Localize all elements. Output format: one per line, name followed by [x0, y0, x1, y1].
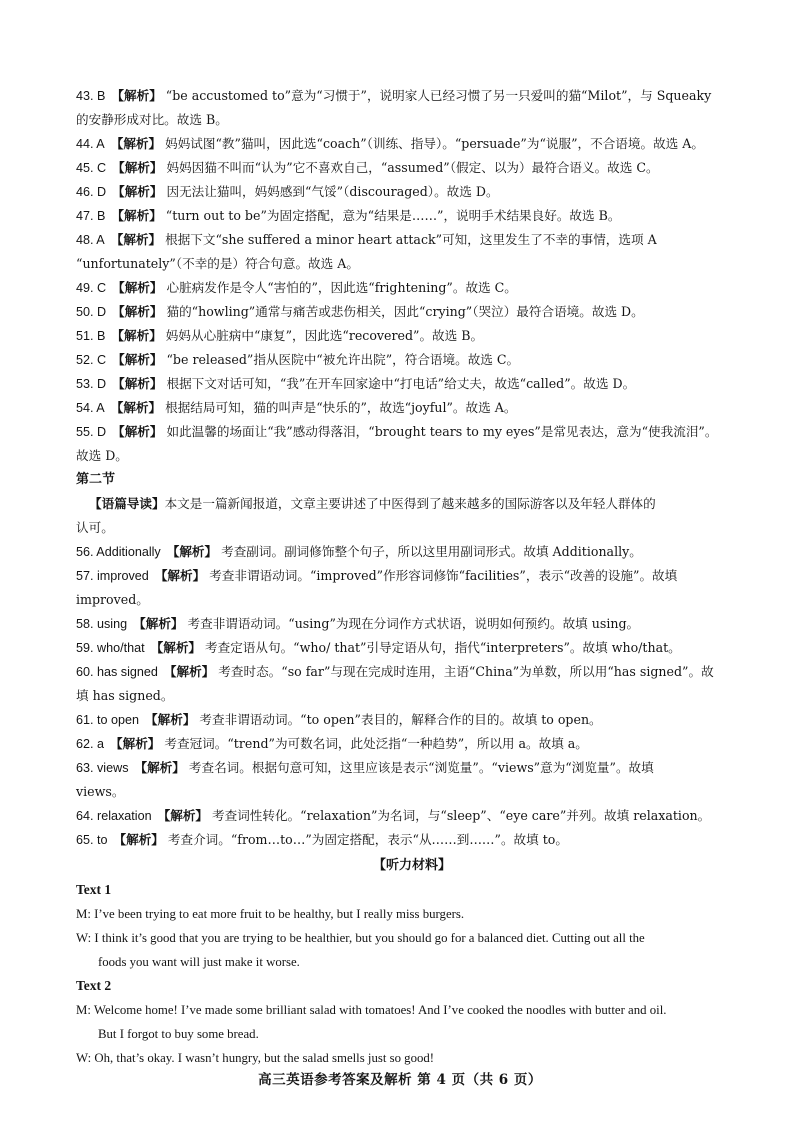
listening-title: 【听力材料】	[372, 858, 451, 873]
answer-item	[76, 708, 748, 732]
answer-number: 43. B	[76, 89, 106, 103]
analysis-continuation: views。	[76, 784, 125, 799]
text2-title: Text 2	[76, 978, 112, 993]
answer-item	[76, 228, 748, 252]
analysis-tag: 【解析】	[112, 376, 163, 391]
analysis-text: 根据下文“she suffered a minor heart attack”可知，这里发生了不幸的事情，选项 A	[165, 232, 657, 247]
answer-number: 46. D	[76, 185, 107, 199]
analysis-text: 考查定语从句。“who/ that”引导定语从句，指代“interpreters”。故填 who/that。	[205, 640, 681, 655]
analysis-text: 考查副词。副词修饰整个句子，所以这里用副词形式。故填 Additionally。	[221, 544, 642, 559]
answer-list-section2	[76, 540, 748, 852]
intro-tag: 【语篇导读】	[89, 496, 165, 511]
answer-item	[76, 132, 748, 156]
analysis-tag: 【解析】	[112, 304, 163, 319]
analysis-text: 如此温馨的场面让“我”感动得落泪，“brought tears to my eyes”是常见表达，意为“使我流泪”。	[166, 424, 718, 439]
analysis-text: “be accustomed to”意为“习惯于”，说明家人已经习惯了另一只爱叫的猫“Milot”，与 Squeaky	[165, 88, 712, 103]
answer-item	[76, 756, 748, 780]
answer-number: 59. who/that	[76, 641, 145, 655]
analysis-tag: 【解析】	[134, 760, 185, 775]
answer-item	[76, 84, 748, 108]
analysis-text: 考查词性转化。“relaxation”为名词，与“sleep”、“eye care”并列。故填 relaxation。	[212, 808, 711, 823]
text1-man-line: M: I’ve been trying to eat more fruit to be healthy, but I really miss burgers.	[76, 907, 465, 921]
analysis-text: 考查非谓语动词。“improved”作形容词修饰“facilities”，表示“改善的设施”。故填 improved。	[76, 568, 678, 607]
answer-item	[76, 540, 748, 564]
analysis-continuation: 故选 D。	[76, 448, 128, 463]
analysis-text: 考查时态。“so far”与现在完成时连用，主语“China”为单数，所以用“has signed”。故	[218, 664, 714, 679]
analysis-text: 心脏病发作是令人“害怕的”，因此选“frightening”。故选 C。	[166, 280, 517, 295]
analysis-text: 猫的“howling”通常与痛苦或悲伤相关，因此“crying”（哭泣）最符合语境。故选 D。	[166, 304, 644, 319]
answer-number: 47. B	[76, 209, 106, 223]
answer-number: 57. improved	[76, 569, 149, 583]
analysis-continuation: 填 has signed。	[76, 688, 174, 703]
answer-number: 53. D	[76, 377, 107, 391]
answer-number: 44. A	[76, 137, 105, 151]
answer-item	[76, 564, 748, 612]
answer-item	[76, 324, 748, 348]
answer-item	[76, 396, 748, 420]
analysis-text: 妈妈因猫不叫而“认为”它不喜欢自己，“assumed”（假定、以为）最符合语义。故选 C。	[166, 160, 659, 175]
text1-title: Text 1	[76, 882, 112, 897]
answer-item	[76, 660, 748, 684]
answer-number: 54. A	[76, 401, 105, 415]
analysis-tag: 【解析】	[110, 136, 162, 151]
text2-man-line: M: Welcome home! I’ve made some brilliant salad with tomatoes! And I’ve cooked the noodles with butter and oil.	[76, 1003, 667, 1017]
answer-number: 45. C	[76, 161, 107, 175]
analysis-continuation: “unfortunately”（不幸的是）符合句意。故选 A。	[76, 256, 359, 271]
analysis-tag: 【解析】	[112, 424, 163, 439]
answer-number: 58. using	[76, 617, 128, 631]
analysis-tag: 【解析】	[157, 808, 208, 823]
analysis-text: “be released”指从医院中“被允许出院”，符合语境。故选 C。	[166, 352, 520, 367]
analysis-tag: 【解析】	[112, 184, 163, 199]
analysis-tag: 【解析】	[111, 328, 162, 343]
analysis-tag: 【解析】	[112, 280, 163, 295]
answer-number: 51. B	[76, 329, 106, 343]
analysis-tag: 【解析】	[150, 640, 201, 655]
analysis-text: 妈妈从心脏病中“康复”，因此选“recovered”。故选 B。	[165, 328, 484, 343]
answer-number: 64. relaxation	[76, 809, 152, 823]
text2-man-line-cont: But I forgot to buy some bread.	[98, 1027, 259, 1041]
text2-dialog	[76, 998, 748, 1070]
analysis-text: 考查名词。根据句意可知，这里应该是表示“浏览量”。“views”意为“浏览量”。故填	[188, 760, 654, 775]
answer-item	[76, 636, 748, 660]
answer-list-section1	[76, 84, 748, 468]
page-footer: 高三英语参考答案及解析 第 4 页（共 6 页）	[258, 1072, 542, 1088]
answer-number: 65. to	[76, 833, 108, 847]
analysis-tag: 【解析】	[112, 352, 163, 367]
analysis-text: 因无法让猫叫，妈妈感到“气馁”（discouraged）。故选 D。	[166, 184, 499, 199]
answer-item	[76, 180, 748, 204]
analysis-tag: 【解析】	[145, 712, 196, 727]
intro-text: 本文是一篇新闻报道，文章主要讲述了中医得到了越来越多的国际游客以及年轻人群体的	[164, 496, 656, 511]
analysis-tag: 【解析】	[163, 664, 215, 679]
answer-number: 52. C	[76, 353, 107, 367]
analysis-text: 考查介词。“from…to…”为固定搭配，表示“从……到……”。故填 to。	[167, 832, 568, 847]
page-content	[76, 84, 748, 1070]
analysis-text: “turn out to be”为固定搭配，意为“结果是……”，说明手术结果良好。故选 B。	[165, 208, 621, 223]
analysis-tag: 【解析】	[110, 736, 161, 751]
answer-item	[76, 372, 748, 396]
analysis-text: 妈妈试图“教”猫叫，因此选“coach”（训练、指导）。“persuade”为“说服”，不合语境。故选 A。	[165, 136, 704, 151]
analysis-tag: 【解析】	[111, 88, 162, 103]
analysis-tag: 【解析】	[133, 616, 184, 631]
answer-item	[76, 732, 748, 756]
analysis-text: 根据结局可知，猫的叫声是“快乐的”，故选“joyful”。故选 A。	[165, 400, 517, 415]
answer-number: 48. A	[76, 233, 105, 247]
answer-number: 60. has signed	[76, 665, 158, 679]
answer-number: 50. D	[76, 305, 107, 319]
text1-dialog	[76, 902, 748, 974]
answer-number: 63. views	[76, 761, 129, 775]
intro-continuation: 认可。	[76, 520, 114, 535]
answer-number: 62. a	[76, 737, 105, 751]
answer-number: 55. D	[76, 425, 107, 439]
analysis-text: 考查非谓语动词。“using”为现在分词作方式状语，说明如何预约。故填 using。	[187, 616, 640, 631]
answer-item	[76, 348, 748, 372]
analysis-tag: 【解析】	[113, 832, 164, 847]
analysis-continuation: 的安静形成对比。故选 B。	[76, 112, 228, 127]
analysis-tag: 【解析】	[166, 544, 218, 559]
analysis-text: 考查非谓语动词。“to open”表目的，解释合作的目的。故填 to open。	[199, 712, 602, 727]
analysis-text: 根据下文对话可知，“我”在开车回家途中“打电话”给丈夫，故选“called”。故选 D。	[166, 376, 636, 391]
answer-item	[76, 276, 748, 300]
answer-item	[76, 828, 748, 852]
answer-item	[76, 300, 748, 324]
analysis-text: 考查冠词。“trend”为可数名词，此处泛指“一种趋势”，所以用 a。故填 a。	[164, 736, 588, 751]
section2-intro	[76, 492, 748, 516]
analysis-tag: 【解析】	[154, 568, 206, 583]
answer-item	[76, 612, 748, 636]
analysis-tag: 【解析】	[110, 400, 162, 415]
analysis-tag: 【解析】	[110, 232, 162, 247]
answer-item	[76, 804, 748, 828]
text2-woman-line: W: Oh, that’s okay. I wasn’t hungry, but the salad smells just so good!	[76, 1051, 435, 1065]
answer-number: 61. to open	[76, 713, 140, 727]
text1-woman-line: W: I think it’s good that you are trying to be healthier, but you should go for a balanced diet. Cutting out all the	[76, 931, 645, 945]
text1-woman-line-cont: foods you want will just make it worse.	[98, 955, 300, 969]
analysis-tag: 【解析】	[111, 208, 162, 223]
answer-item	[76, 156, 748, 180]
answer-number: 49. C	[76, 281, 107, 295]
answer-item	[76, 420, 748, 444]
section2-heading: 第二节	[76, 472, 116, 487]
analysis-tag: 【解析】	[112, 160, 163, 175]
answer-number: 56. Additionally	[76, 545, 161, 559]
answer-item	[76, 204, 748, 228]
